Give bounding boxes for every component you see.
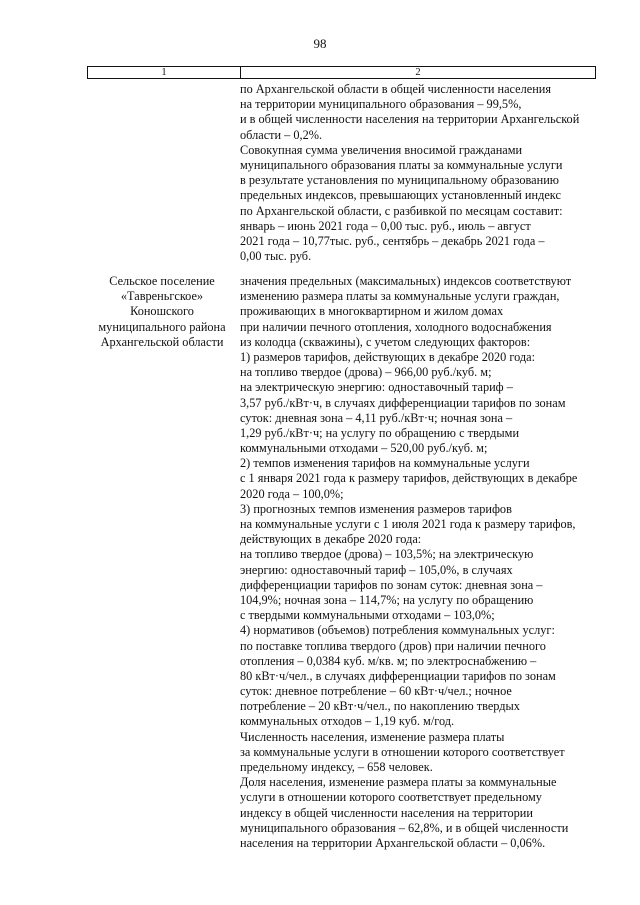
text-line: коммунальных отходов – 1,19 куб. м/год. <box>240 714 455 729</box>
text-line: муниципального образования – 62,8%, и в общей численности <box>240 820 569 835</box>
text-line: предельному индексу, – 658 человек. <box>240 760 433 774</box>
text-line: 104,9%; ночная зона – 114,7%; на услугу по обращению <box>240 592 534 607</box>
text-line: потребление – 20 кВт·ч/чел., по накоплению твердых <box>240 699 520 714</box>
text-line: Численность населения, изменение размера платы <box>240 729 505 744</box>
page-number: 98 <box>313 36 327 51</box>
municipality-name-cell <box>87 274 237 350</box>
text-line: по поставке топлива твердого (дров) при наличии печного <box>240 638 546 653</box>
text-line: 1) размеров тарифов, действующих в декабре 2020 года: <box>240 349 536 364</box>
column-header-2: 2 <box>415 67 421 78</box>
text-line: за коммунальные услуги в отношении которого соответствует <box>240 744 565 759</box>
text-line: 2) темпов изменения тарифов на коммунальные услуги <box>240 456 530 471</box>
text-line: на коммунальные услуги с 1 июля 2021 года к размеру тарифов, <box>240 517 576 531</box>
text-line: и в общей численности населения на территории Архангельской <box>240 112 580 127</box>
text-line: индексу в общей численности населения на территории <box>240 805 533 820</box>
text-line: отопления – 0,0384 куб. м/кв. м; по электроснабжению – <box>240 653 537 668</box>
text-line: 2021 года – 10,77тыс. руб., сентябрь – декабрь 2021 года – <box>240 233 545 248</box>
text-line: 1,29 руб./кВт·ч; на услугу по обращению с твердыми <box>240 425 520 440</box>
text-line: на топливо твердое (дрова) – 103,5%; на электрическую <box>240 547 534 562</box>
text-line: при наличии печного отопления, холодного водоснабжения <box>240 319 552 334</box>
text-line: по Архангельской области в общей численности населения <box>240 82 552 96</box>
text-line: суток: дневное потребление – 60 кВт·ч/чел.; ночное <box>240 684 512 699</box>
text-line: январь – июнь 2021 года – 0,00 тыс. руб., июль – август <box>240 218 531 233</box>
text-line: коммунальными отходами – 520,00 руб./куб. м; <box>240 441 488 456</box>
text-line: населения на территории Архангельской области – 0,06%. <box>240 835 546 850</box>
text-line: с твердыми коммунальными отходами – 103,0%; <box>240 608 495 623</box>
text-line: предельных индексов, превышающих установленный индекс <box>240 188 561 203</box>
text-line: действующих в декабре 2020 года: <box>240 532 422 547</box>
municipality-name-line: «Тавреньгское» <box>120 289 204 304</box>
text-line: дифференциации тарифов по зонам суток: дневная зона – <box>240 577 543 592</box>
municipality-name-line: муниципального района <box>98 319 226 334</box>
text-line: на территории муниципального образования – 99,5%, <box>240 97 522 112</box>
municipality-name-line: Сельское поселение <box>109 274 215 288</box>
text-line: 4) нормативов (объемов) потребления коммунальных услуг: <box>240 623 555 638</box>
text-line: услуги в отношении которого соответствует предельному <box>240 790 542 805</box>
text-line: по Архангельской области, с разбивкой по месяцам составит: <box>240 203 563 218</box>
table-column-header-row <box>87 66 596 79</box>
text-line: 2020 года – 100,0%; <box>240 486 344 501</box>
text-line: изменению размера платы за коммунальные услуги граждан, <box>240 289 560 304</box>
text-line: значения предельных (максимальных) индексов соответствуют <box>240 274 572 288</box>
text-line: энергию: одноставочный тариф – 105,0%, в случаях <box>240 562 513 577</box>
text-line: 0,00 тыс. руб. <box>240 249 312 264</box>
text-line: проживающих в многоквартирном и жилом домах <box>240 304 504 319</box>
text-line: 3) прогнозных темпов изменения размеров тарифов <box>240 501 512 516</box>
municipality-name-line: Коношского <box>130 304 194 319</box>
text-line: в результате установления по муниципальному образованию <box>240 173 559 188</box>
text-line: из колодца (скважины), с учетом следующих факторов: <box>240 334 531 349</box>
text-line: 3,57 руб./кВт·ч, в случаях дифференциации тарифов по зонам <box>240 395 566 410</box>
text-line: Доля населения, изменение размера платы за коммунальные <box>240 775 557 790</box>
text-line: Совокупная сумма увеличения вносимой гражданами <box>240 142 523 157</box>
text-line: с 1 января 2021 года к размеру тарифов, действующих в декабре <box>240 471 578 486</box>
municipality-name-line: Архангельской области <box>100 334 224 349</box>
continuation-text-block <box>240 82 602 264</box>
text-line: 80 кВт·ч/чел., в случаях дифференциации тарифов по зонам <box>240 668 556 683</box>
column-header-1: 1 <box>88 67 241 78</box>
text-line: муниципального образования платы за коммунальные услуги <box>240 157 563 172</box>
text-line: на топливо твердое (дрова) – 966,00 руб./куб. м; <box>240 365 492 380</box>
text-line: области – 0,2%. <box>240 127 323 142</box>
text-line: суток: дневная зона – 4,11 руб./кВт·ч; ночная зона – <box>240 410 513 425</box>
index-description-text-block <box>240 274 602 851</box>
text-line: на электрическую энергию: одноставочный тариф – <box>240 380 513 395</box>
